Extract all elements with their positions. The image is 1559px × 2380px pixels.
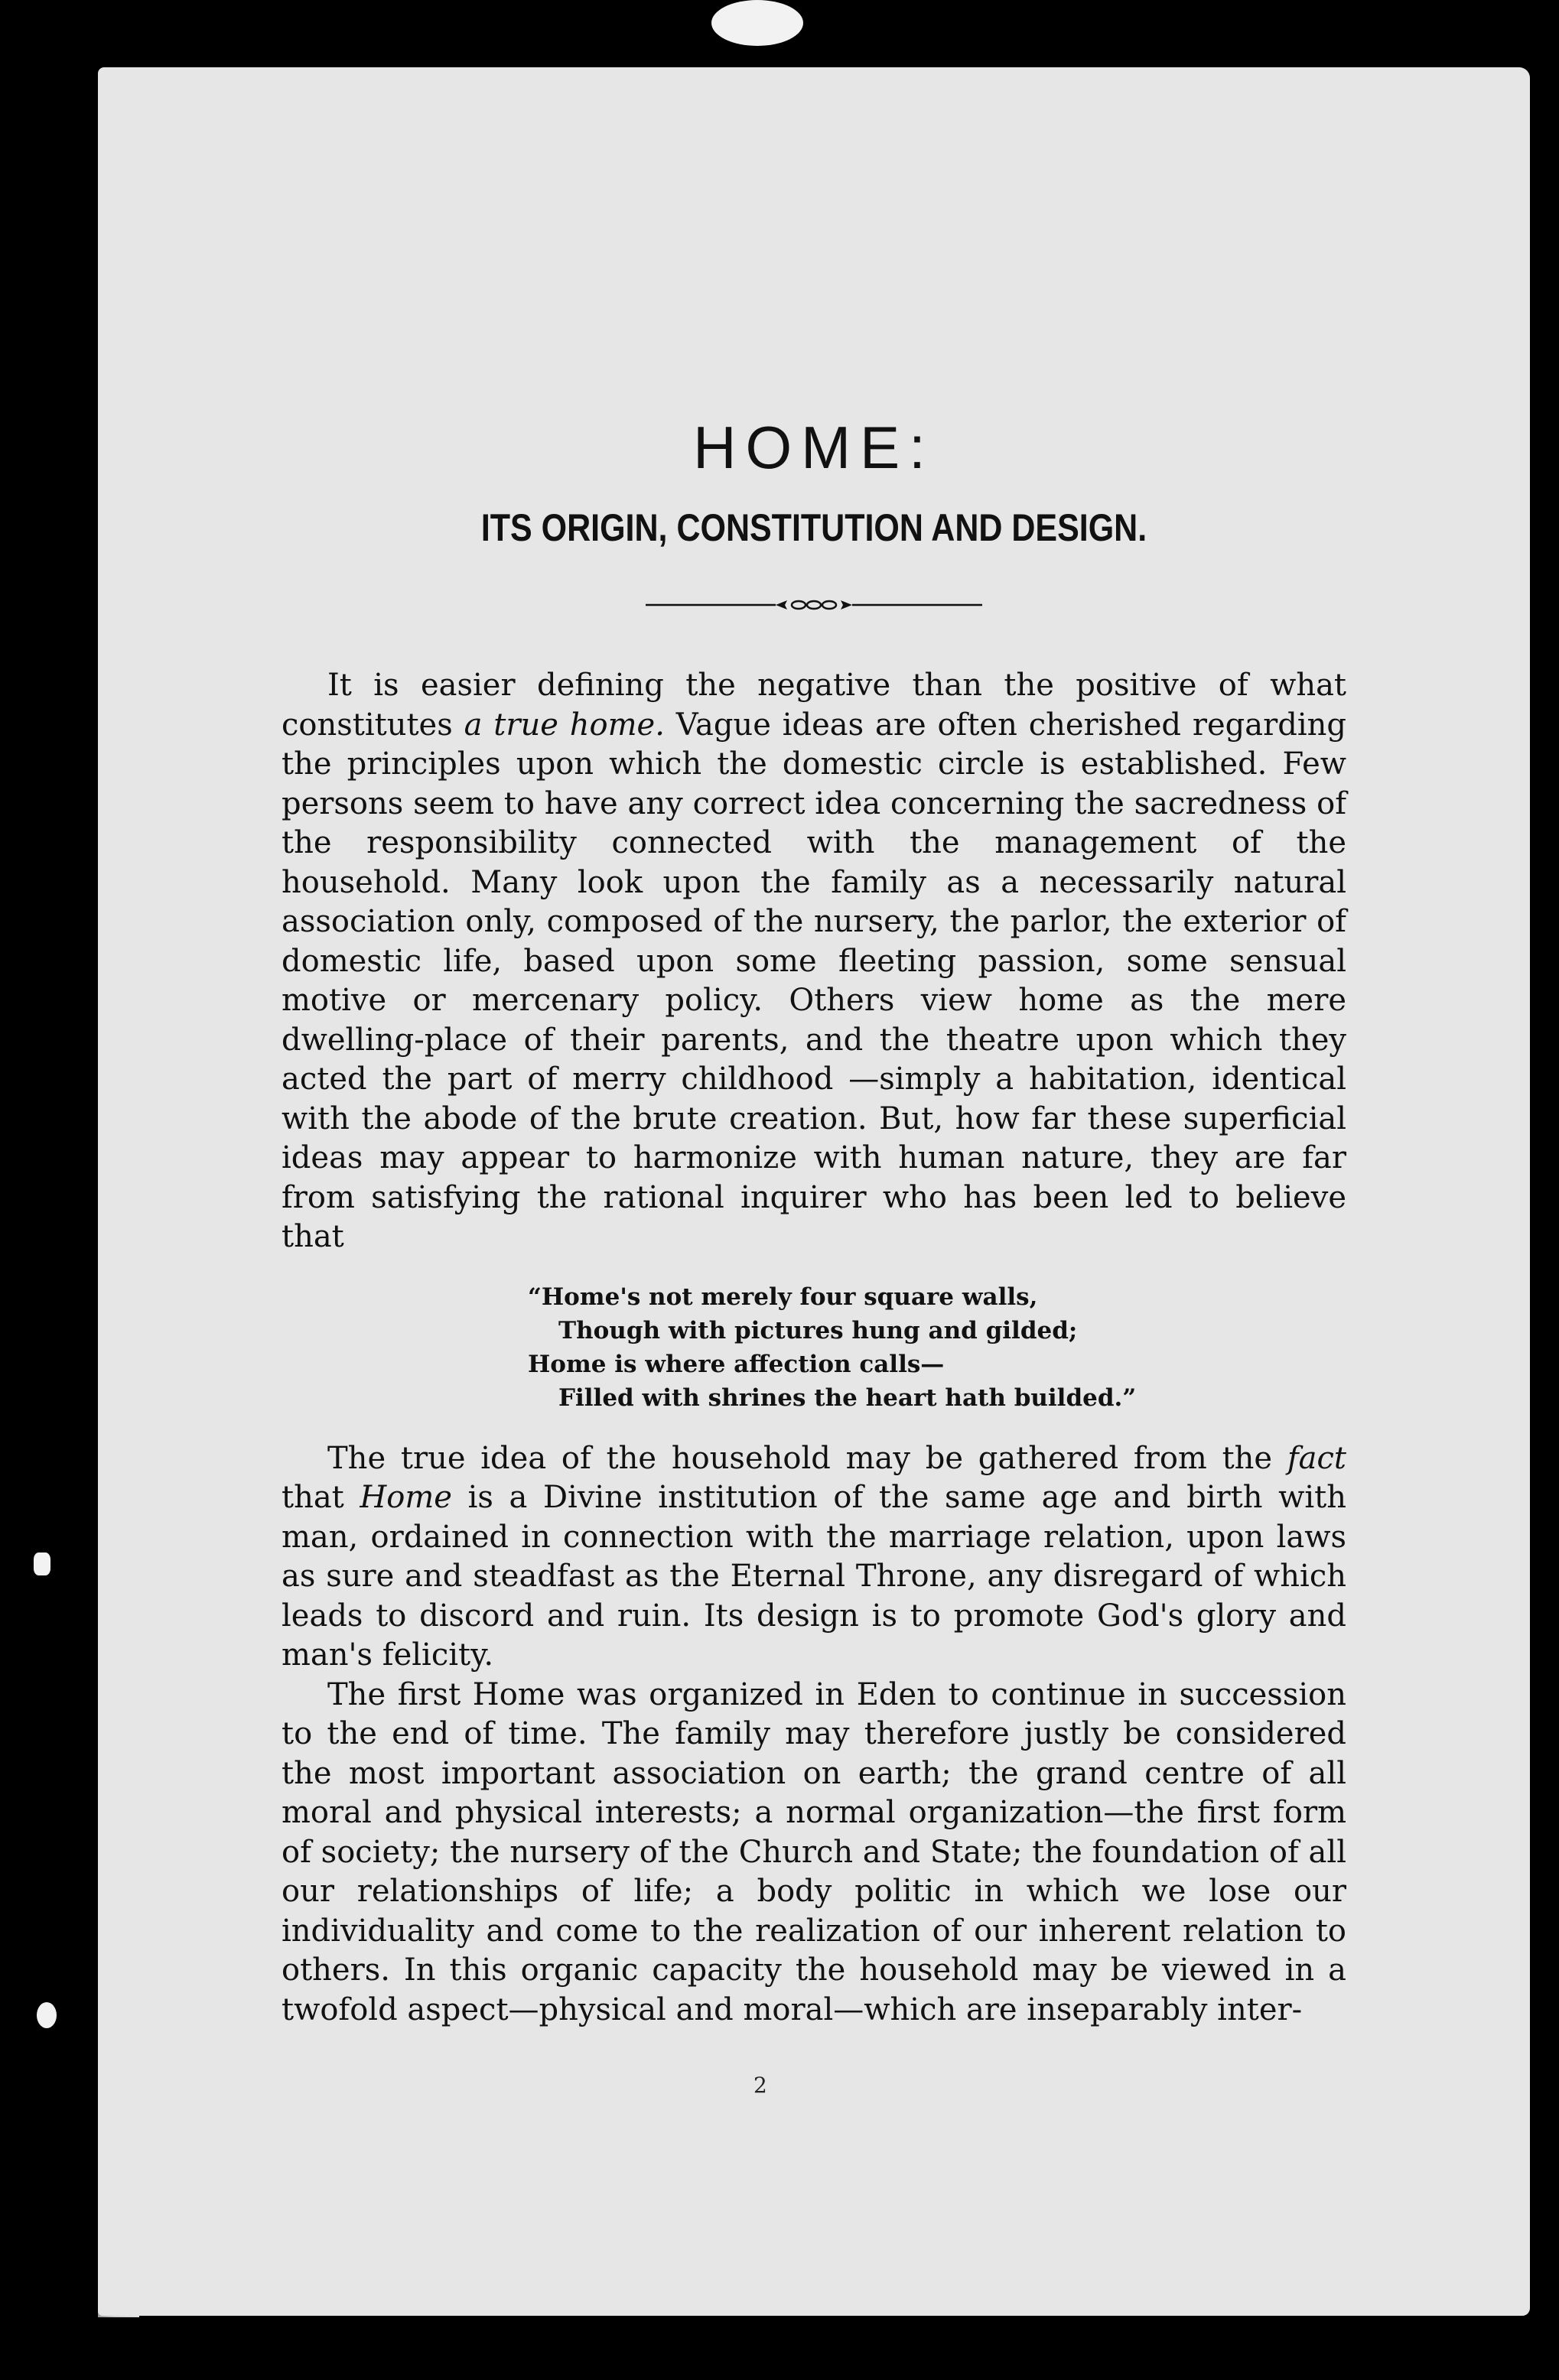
paragraph-1: It is easier defining the negative than the positive of what constitutes a true home. Vague ideas are often cherished regarding the principles upon which the domestic circle is established. Few persons seem to have any correct idea concerning the sacredness of the responsibility connected with the management of the household. Many look upon the family as a necessarily natural association only, composed of the nursery, the parlor, the exterior of domestic life, based upon some fleeting passion, some sensual motive or mercenary policy. Others view home as the mere dwelling-place of their parents, and the theatre upon which they acted the part of merry childhood —simply a habitation, identical with the abode of the brute creation. But, how far these superficial ideas may appear to harmonize with human nature, they are far from satisfying the rational inquirer who has been led to believe that (282, 668, 1346, 1254)
page-number: 2 (753, 2073, 767, 2098)
decorative-rule-icon (282, 597, 1346, 613)
verse-quote (528, 1280, 1346, 1415)
scan-artifact (711, 0, 803, 46)
article (282, 382, 1346, 2030)
paragraph-3: The first Home was organized in Eden to continue in succession to the end of time. The family may therefore justly be considered the most important association on earth; the grand centre of all moral and physical interests; a normal organization—the first form of society; the nursery of the Church and State; the foundation of all our relationships of life; a body politic in which we lose our individuality and come to the realization of our inherent relation to others. In this organic capacity the household may be viewed in a twofold aspect—physical and moral—which are inseparably inter- (282, 1676, 1346, 2027)
scan-artifact (34, 1553, 50, 1575)
verse-line: Filled with shrines the heart hath builded.” (558, 1383, 1137, 1412)
page-title: HOME: (693, 414, 935, 481)
verse-line: “Home's not merely four square walls, (528, 1283, 1038, 1311)
scan-artifact (37, 2002, 57, 2028)
page-subtitle: ITS ORIGIN, CONSTITUTION AND DESIGN. (480, 506, 1147, 549)
verse-line: Home is where affection calls— (528, 1350, 945, 1378)
verse-line: Though with pictures hung and gilded; (558, 1316, 1078, 1344)
paragraph-2: The true idea of the household may be gathered from the fact that Home is a Divine institution of the same age and birth with man, ordained in connection with the marriage relation, upon laws as sure and steadfast as the Eternal Throne, any disregard of which leads to discord and ruin. Its design is to promote God's glory and man's felicity. (282, 1440, 1346, 1673)
